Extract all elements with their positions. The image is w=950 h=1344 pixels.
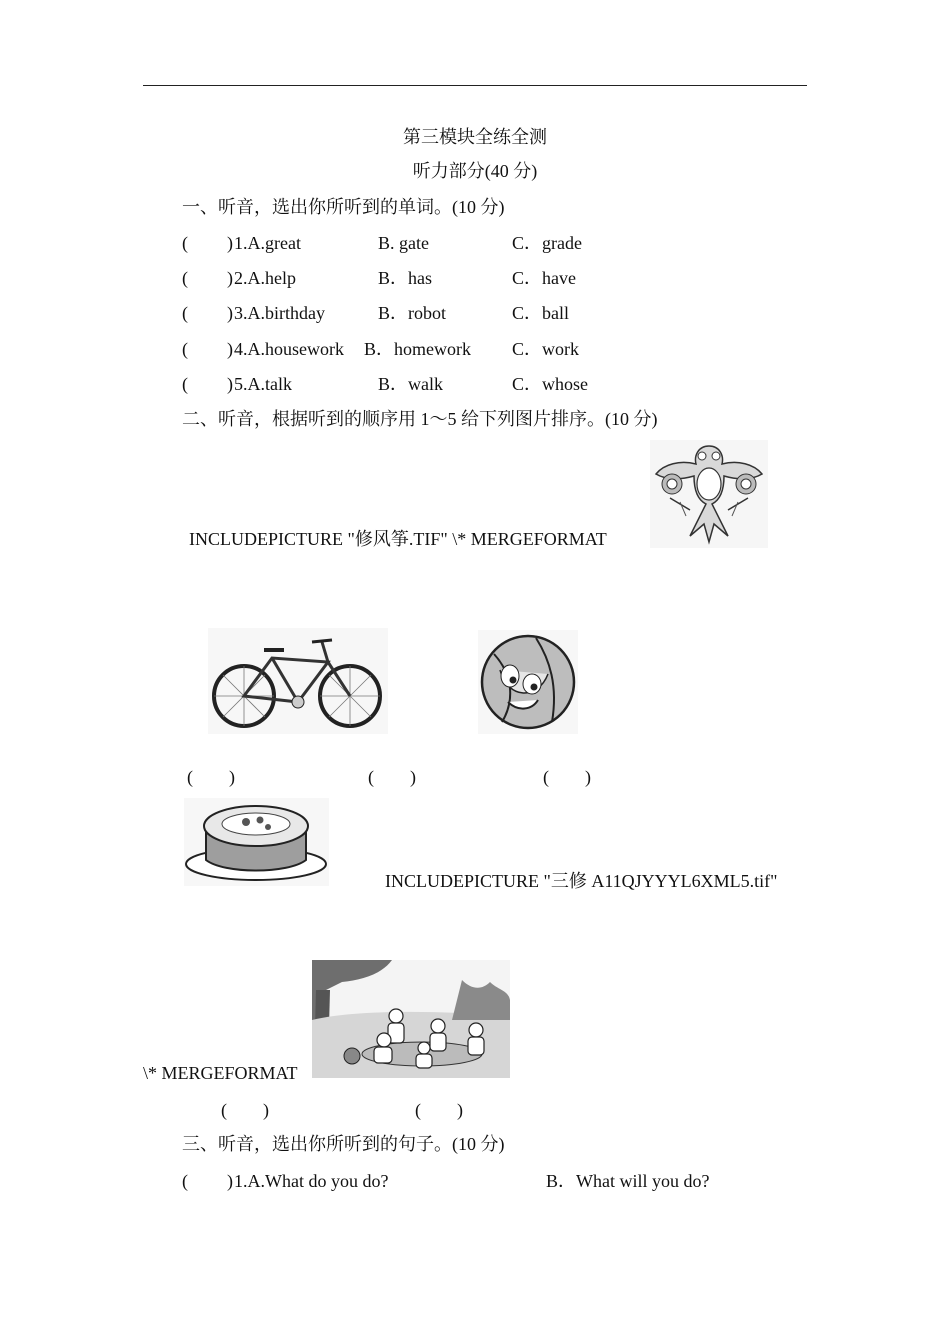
page-subtitle: 听力部分(40 分) — [412, 161, 538, 181]
option-c: C．have — [512, 268, 576, 288]
answer-paren-open: ( — [182, 233, 188, 253]
order-blank-3[interactable]: ( ) — [543, 767, 591, 787]
option-b: B．walk — [378, 374, 443, 394]
option-a: 4.A.housework — [234, 339, 344, 359]
order-blank-5[interactable]: ( ) — [415, 1100, 463, 1120]
field-code-cake: INCLUDEPICTURE "三修 A11QJYYYL6XML5.tif" — [385, 871, 778, 891]
section1-heading: 一、听音，选出你所听到的单词。(10 分) — [182, 197, 505, 217]
ball-image — [478, 630, 578, 734]
field-code-kite: INCLUDEPICTURE "修风筝.TIF" \* MERGEFORMAT — [189, 529, 607, 549]
option-a: 3.A.birthday — [234, 303, 325, 323]
answer-paren-close: ) — [227, 1171, 233, 1191]
cake-image — [184, 798, 329, 886]
option-b: B．has — [378, 268, 432, 288]
answer-paren-open: ( — [182, 303, 188, 323]
order-blank-1[interactable]: ( ) — [187, 767, 235, 787]
option-a: 5.A.talk — [234, 374, 292, 394]
answer-paren-open: ( — [182, 339, 188, 359]
answer-paren-close: ) — [227, 268, 233, 288]
option-c: C．ball — [512, 303, 569, 323]
option-a: 1.A.great — [234, 233, 301, 253]
kite-image — [650, 440, 768, 548]
order-blank-2[interactable]: ( ) — [368, 767, 416, 787]
option-b: B. gate — [378, 233, 429, 253]
top-rule — [143, 85, 807, 86]
bicycle-image — [208, 628, 388, 734]
answer-paren-close: ) — [227, 303, 233, 323]
option-c: C．grade — [512, 233, 582, 253]
option-b: B．robot — [378, 303, 447, 323]
option-c: C．whose — [512, 374, 588, 394]
option-b: B．homework — [364, 339, 471, 359]
answer-paren-close: ) — [227, 233, 233, 253]
answer-paren-close: ) — [227, 339, 233, 359]
page-title: 第三模块全练全测 — [403, 127, 547, 147]
option-a: 1.A.What do you do? — [234, 1171, 389, 1191]
order-blank-4[interactable]: ( ) — [221, 1100, 269, 1120]
answer-paren-close: ) — [227, 374, 233, 394]
picnic-image — [312, 960, 510, 1078]
section3-heading: 三、听音，选出你所听到的句子。(10 分) — [182, 1134, 505, 1154]
answer-paren-open: ( — [182, 1171, 188, 1191]
field-code-mergeformat: \* MERGEFORMAT — [143, 1063, 298, 1083]
answer-paren-open: ( — [182, 374, 188, 394]
option-c: C．work — [512, 339, 579, 359]
section2-heading: 二、听音，根据听到的顺序用 1～5 给下列图片排序。(10 分) — [182, 409, 658, 429]
answer-paren-open: ( — [182, 268, 188, 288]
option-b: B．What will you do? — [546, 1171, 710, 1191]
option-a: 2.A.help — [234, 268, 296, 288]
